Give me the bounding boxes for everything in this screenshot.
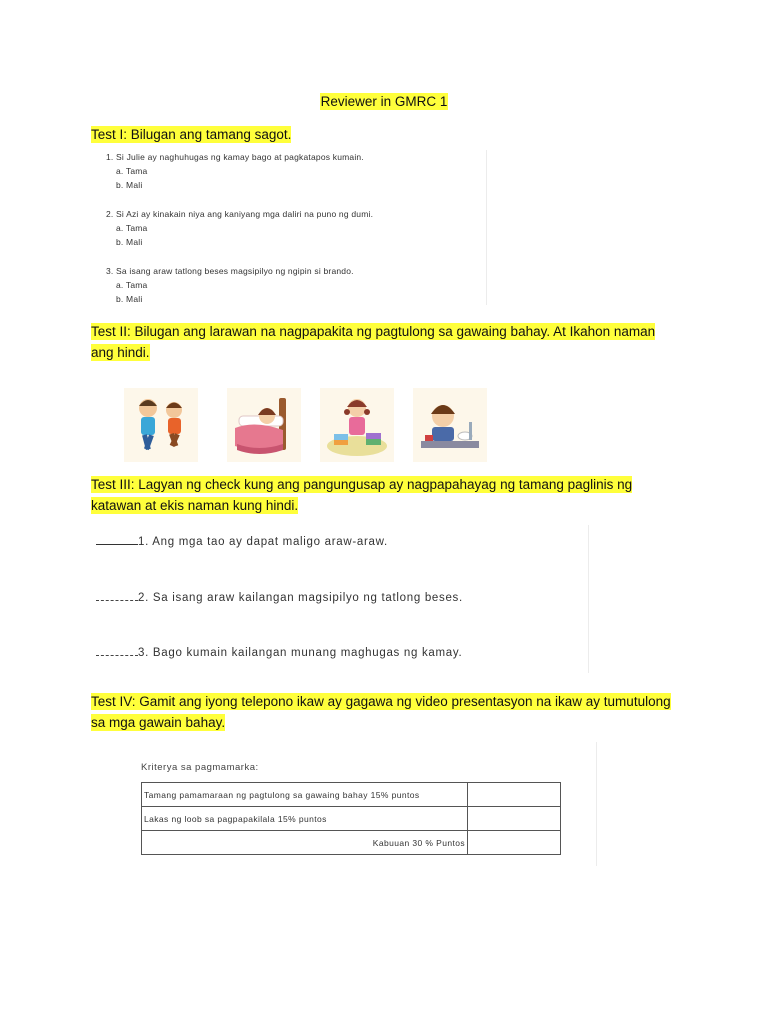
test-1-questions [106,150,486,305]
boy-washing-dishes-illustration [413,388,487,462]
image-edge [588,525,589,673]
answer-blank[interactable] [96,600,138,601]
criteria-label: Kriterya sa pagmamarka: [141,762,259,773]
criteria-row: Lakas ng loob sa pagpapakilala 15% puntos [142,807,561,831]
test-4-heading: Test IV: Gamit ang iyong telepono ikaw ay gagawa ng video presentasyon na ikaw ay tumutulong sa mga gawain bahay. [91,694,671,730]
check-item-1: 1. Ang mga tao ay dapat maligo araw-araw. [96,536,388,548]
question-2: 2. Si Azi ay kinakain niya ang kaniyang mga daliri na puno ng dumi. a. Tama b. Mali [106,209,374,247]
question-1: 1. Si Julie ay naghuhugas ng kamay bago at pagkatapos kumain. a. Tama b. Mali [106,152,364,190]
criteria-row: Tamang pamamaraan ng pagtulong sa gawaing bahay 15% puntos [142,783,561,807]
check-item-3: 3. Bago kumain kailangan munang maghugas ng kamay. [96,647,462,659]
test-3-heading: Test III: Lagyan ng check kung ang pangungusap ay nagpapahayag ng tamang paglinis ng katawan at ekis naman kung hindi. [91,477,633,513]
girl-in-bed-illustration [227,388,301,462]
girl-in-bed-picture [227,388,301,462]
test-2-heading: Test II: Bilugan ang larawan na nagpapakita ng pagtulong sa gawaing bahay. At Ikahon naman ang hindi. [91,324,656,360]
question-3: 3. Sa isang araw tatlong beses magsipilyo ng ngipin si brando. a. Tama b. Mali [106,266,354,304]
score-cell[interactable] [468,807,561,831]
children-running-picture [124,388,198,462]
score-cell[interactable] [468,783,561,807]
total-score-cell[interactable] [468,831,561,855]
criteria-total-row: Kabuuan 30 % Puntos [142,831,561,855]
children-running-illustration [124,388,198,462]
check-item-2: 2. Sa isang araw kailangan magsipilyo ng tatlong beses. [96,592,463,604]
girl-folding-clothes-illustration [320,388,394,462]
document-title: Reviewer in GMRC 1 [320,94,448,109]
girl-folding-clothes-picture [320,388,394,462]
image-edge [596,742,597,866]
answer-blank[interactable] [96,544,138,545]
answer-blank[interactable] [96,655,138,656]
image-edge [486,150,487,305]
test-1-heading: Test I: Bilugan ang tamang sagot. [91,127,292,142]
criteria-table [141,782,561,855]
boy-washing-dishes-picture [413,388,487,462]
